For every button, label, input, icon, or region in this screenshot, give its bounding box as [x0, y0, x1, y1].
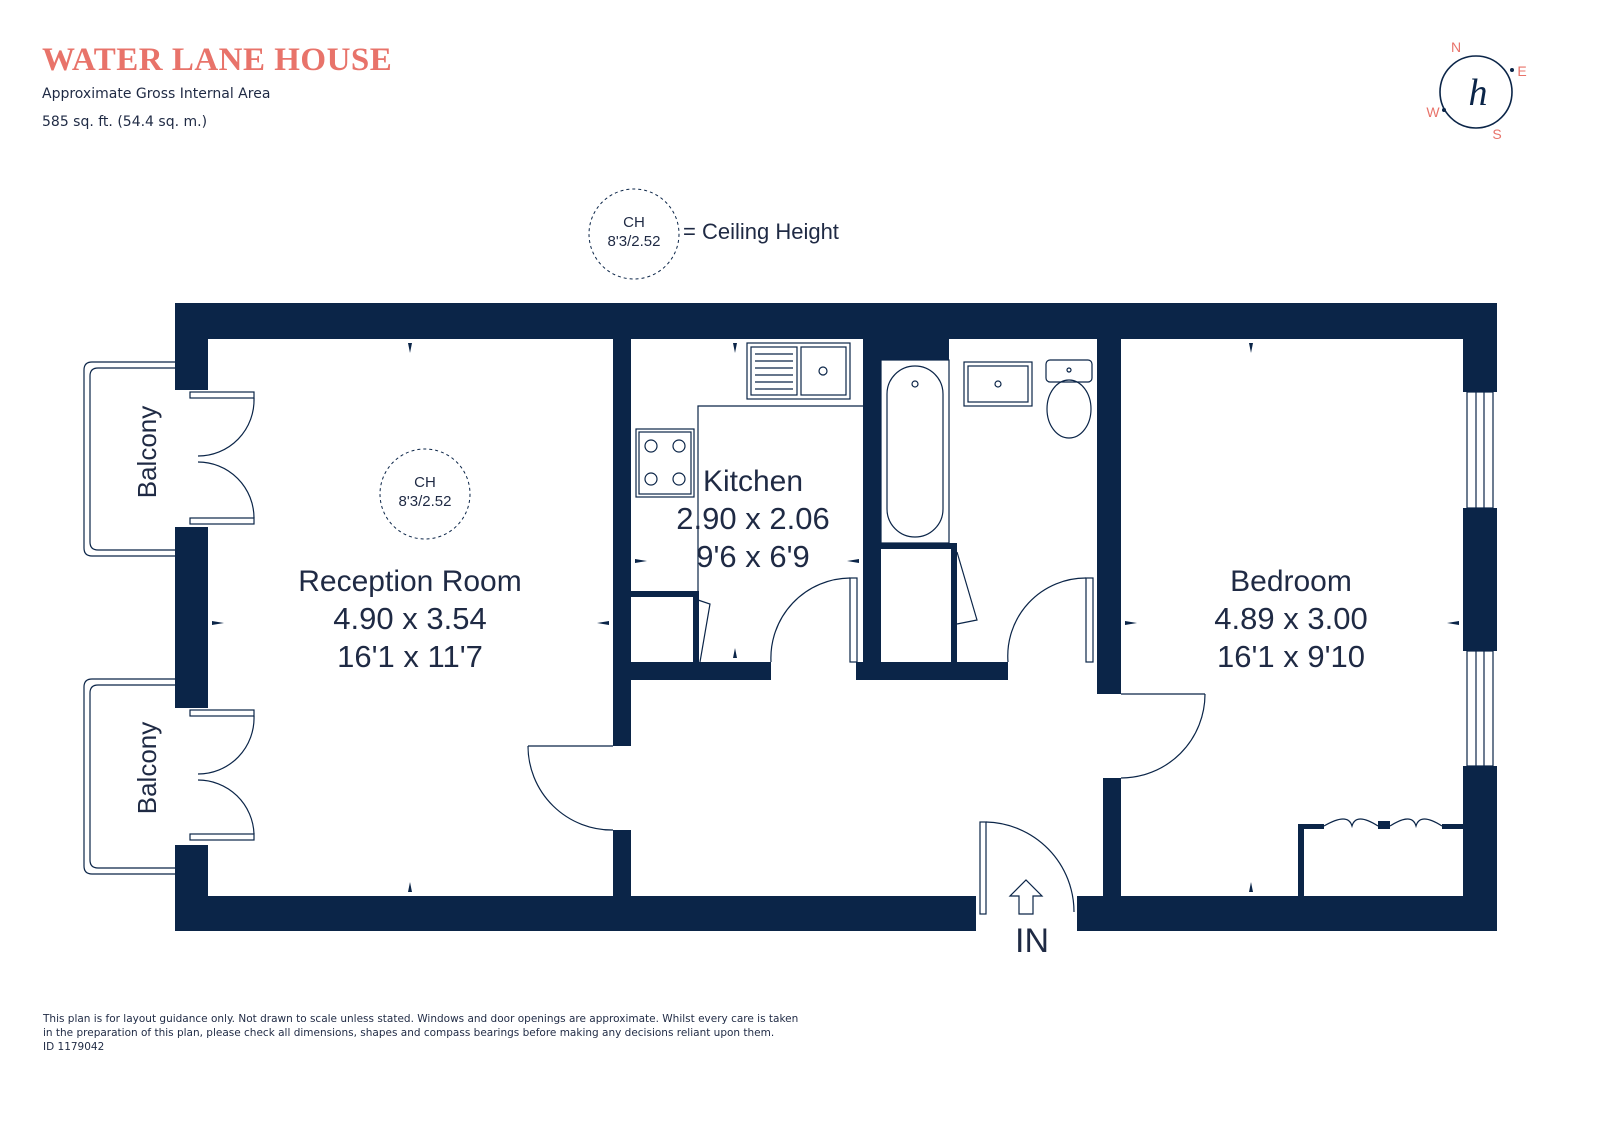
reception-name: Reception Room — [298, 565, 522, 598]
kitchen-metric: 2.90 x 2.06 — [676, 501, 830, 536]
disclaimer — [43, 1012, 843, 1054]
bathroom-fittings — [881, 360, 1092, 543]
entrance-arrow-icon — [1010, 880, 1042, 914]
bedroom-name: Bedroom — [1230, 565, 1352, 598]
reception-ch-value: 8'3/2.52 — [398, 493, 452, 510]
reception-imperial: 16'1 x 11'7 — [337, 639, 483, 674]
reception-metric: 4.90 x 3.54 — [333, 601, 487, 636]
compass-south: S — [1492, 126, 1502, 142]
disclaimer-line-2: in the preparation of this plan, please check all dimensions, shapes and compass bearings before making any decisions reliant upon them. — [43, 1027, 775, 1039]
area-label: Approximate Gross Internal Area — [42, 86, 271, 102]
reception-ch: CH — [414, 474, 436, 491]
logo-letter: h — [1468, 72, 1488, 114]
disclaimer-id: ID 1179042 — [43, 1041, 105, 1053]
bedroom — [1214, 565, 1367, 674]
entrance-label: IN — [1015, 922, 1049, 960]
legend-text: = Ceiling Height — [683, 219, 839, 244]
compass-icon — [1426, 39, 1526, 142]
reception-room — [298, 449, 521, 674]
kitchen-imperial: 9'6 x 6'9 — [696, 539, 810, 574]
compass-east: E — [1517, 63, 1527, 79]
property-title: WATER LANE HOUSE — [42, 42, 393, 78]
balcony-top-label: Balcony — [132, 405, 162, 499]
kitchen-name: Kitchen — [702, 465, 804, 498]
bedroom-metric: 4.89 x 3.00 — [1214, 601, 1368, 636]
legend-ch: CH — [623, 214, 645, 231]
ceiling-height-legend — [589, 189, 839, 279]
legend-ch-value: 8'3/2.52 — [607, 233, 661, 250]
balcony-bottom-label: Balcony — [132, 721, 162, 815]
bedroom-imperial: 16'1 x 9'10 — [1216, 639, 1366, 674]
kitchen — [676, 465, 829, 574]
area-value: 585 sq. ft. (54.4 sq. m.) — [42, 114, 208, 130]
compass-west: W — [1426, 104, 1440, 120]
disclaimer-line-1: This plan is for layout guidance only. Not drawn to scale unless stated. Windows and door openings are approximate. Whilst every care is taken — [43, 1013, 799, 1025]
compass-north: N — [1450, 39, 1462, 55]
